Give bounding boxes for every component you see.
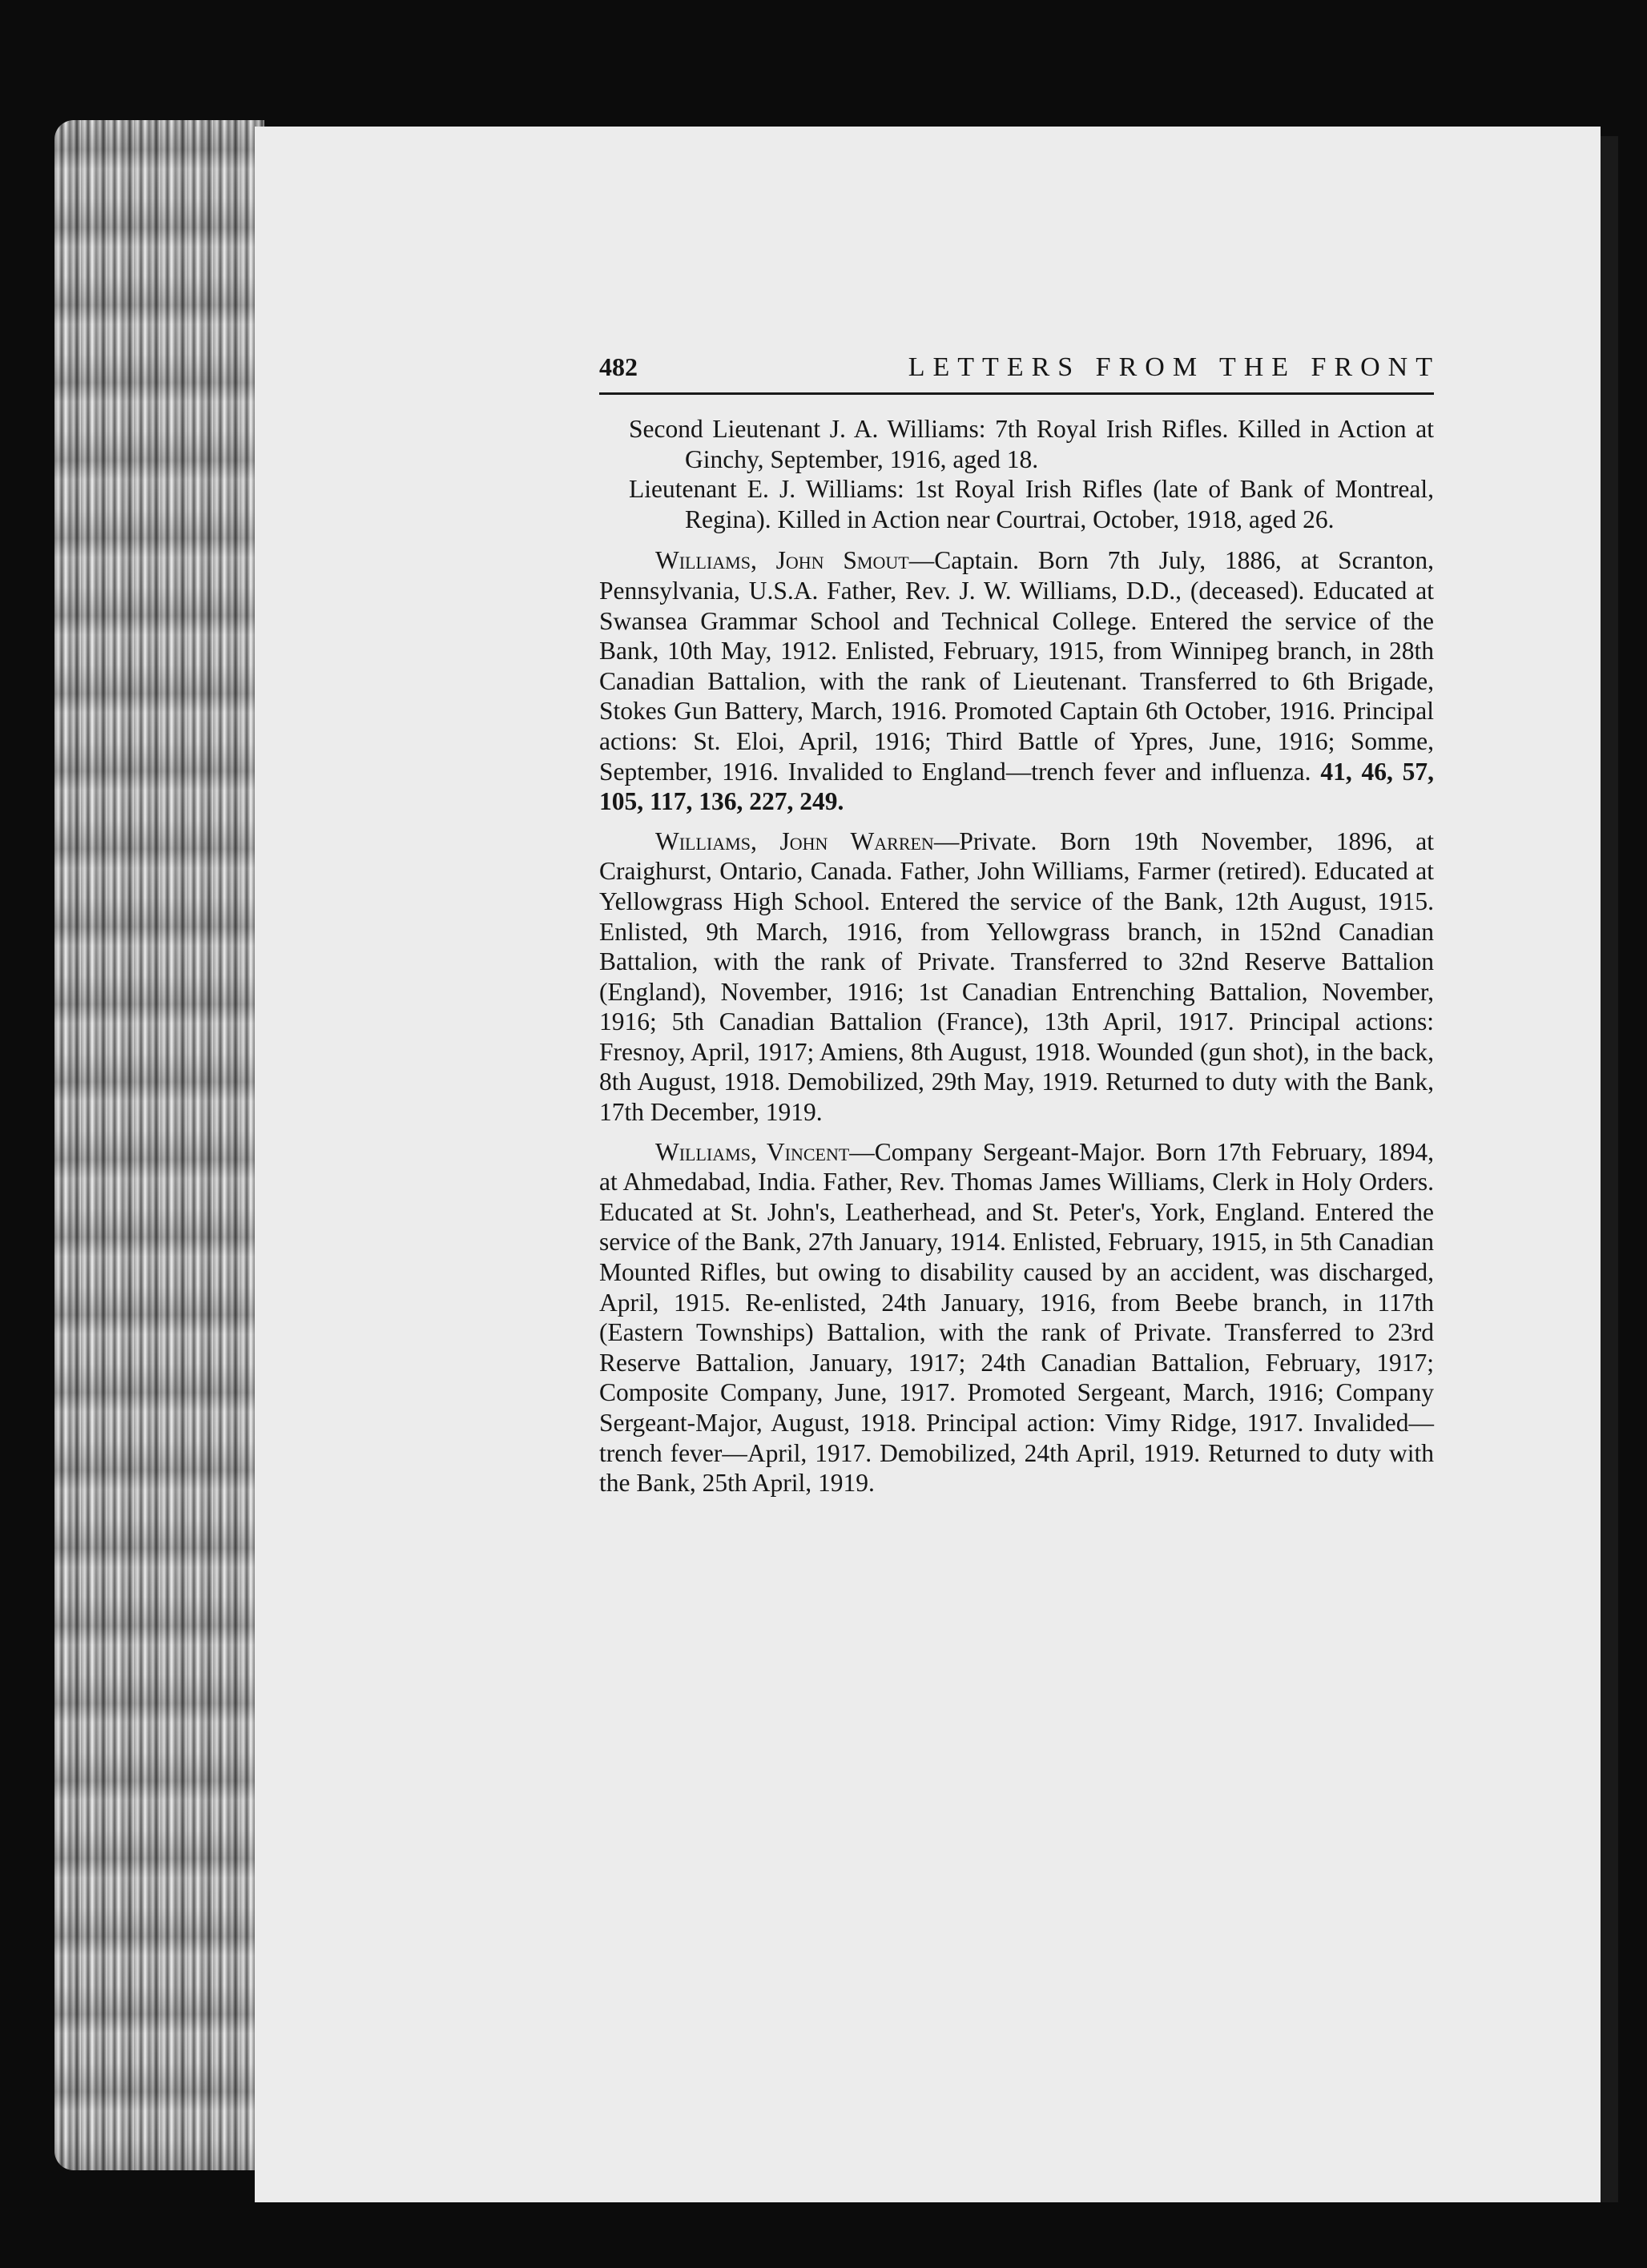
- biography-entry: [599, 826, 1434, 1128]
- book-page-edges-shading: [54, 120, 264, 2170]
- entry-text: —Private. Born 19th November, 1896, at Craighurst, Ontario, Canada. Father, John Williams, Farmer (retired). Educated at Yellowgrass High School. Entered the service of the Bank, 12th August, 1915. Enlisted, 9th March, 1916, from Yellowgrass branch, in 152nd Canadian Battalion, with the rank of Private. Transferred to 32nd Reserve Battalion (England), November, 1916; 1st Canadian Entrenching Battalion, November, 1916; 5th Canadian Battalion (France), 13th April, 1917. Principal actions: Fresnoy, April, 1917; Amiens, 8th August, 1918. Wounded (gun shot), in the back, 8th August, 1918. Demobilized, 29th May, 1919. Returned to duty with the Bank, 17th December, 1919.: [599, 826, 1434, 1127]
- page-number: 482: [599, 352, 638, 381]
- casualty-note: Lieutenant E. J. Williams: 1st Royal Irish Rifles (late of Bank of Montreal, Regina). Killed in Action near Courtrai, October, 1918, aged 26.: [629, 475, 1434, 533]
- entry-name: Williams, John Warren: [655, 826, 934, 855]
- entry-text: —Company Sergeant-Major. Born 17th February, 1894, at Ahmedabad, India. Father, Rev. Thomas James Williams, Clerk in Holy Orders. Educated at St. John's, Leatherhead, and St. Peter's, York, England. Entered the service of the Bank, 27th January, 1914. Enlisted, February, 1915, in 5th Canadian Mounted Rifles, but owing to disability caused by an accident, was discharged, April, 1915. Re-enlisted, 24th January, 1916, from Beebe branch, in 117th (Eastern Townships) Battalion, with the rank of Private. Transferred to 23rd Reserve Battalion, January, 1917; 24th Canadian Battalion, February, 1917; Composite Company, June, 1917. Promoted Sergeant, March, 1916; Company Sergeant-Major, August, 1918. Principal action: Vimy Ridge, 1917. Invalided—trench fever—April, 1917. Demobilized, 24th April, 1919. Returned to duty with the Bank, 25th April, 1919.: [599, 1137, 1435, 1498]
- casualty-note: Second Lieutenant J. A. Williams: 7th Royal Irish Rifles. Killed in Action at Ginchy, September, 1916, aged 18.: [629, 415, 1434, 473]
- page-header: [599, 352, 1440, 395]
- facing-page-edge: [1601, 136, 1618, 2202]
- page-body: [599, 395, 1434, 1498]
- entry-name: Williams, John Smout: [655, 546, 909, 575]
- entry-page-references: 41, 46, 57, 105, 117, 136, 227, 249.: [599, 757, 1434, 816]
- running-head: LETTERS FROM THE FRONT: [908, 352, 1440, 382]
- biography-entry: [599, 1137, 1434, 1498]
- entry-text: —Captain. Born 7th July, 1886, at Scranton, Pennsylvania, U.S.A. Father, Rev. J. W. Williams, D.D., (deceased). Educated at Swansea Grammar School and Technical College. Entered the service of the Bank, 10th May, 1912. Enlisted, February, 1915, from Winnipeg branch, in 28th Canadian Battalion, with the rank of Lieutenant. Transferred to 6th Brigade, Stokes Gun Battery, March, 1916. Promoted Captain 6th October, 1916. Principal actions: St. Eloi, April, 1916; Third Battle of Ypres, June, 1916; Somme, September, 1916. Invalided to England—trench fever and influenza.: [599, 546, 1434, 786]
- biography-entry: [599, 545, 1434, 816]
- text-block: [599, 352, 1440, 1498]
- entry-name: Williams, Vincent: [655, 1137, 850, 1166]
